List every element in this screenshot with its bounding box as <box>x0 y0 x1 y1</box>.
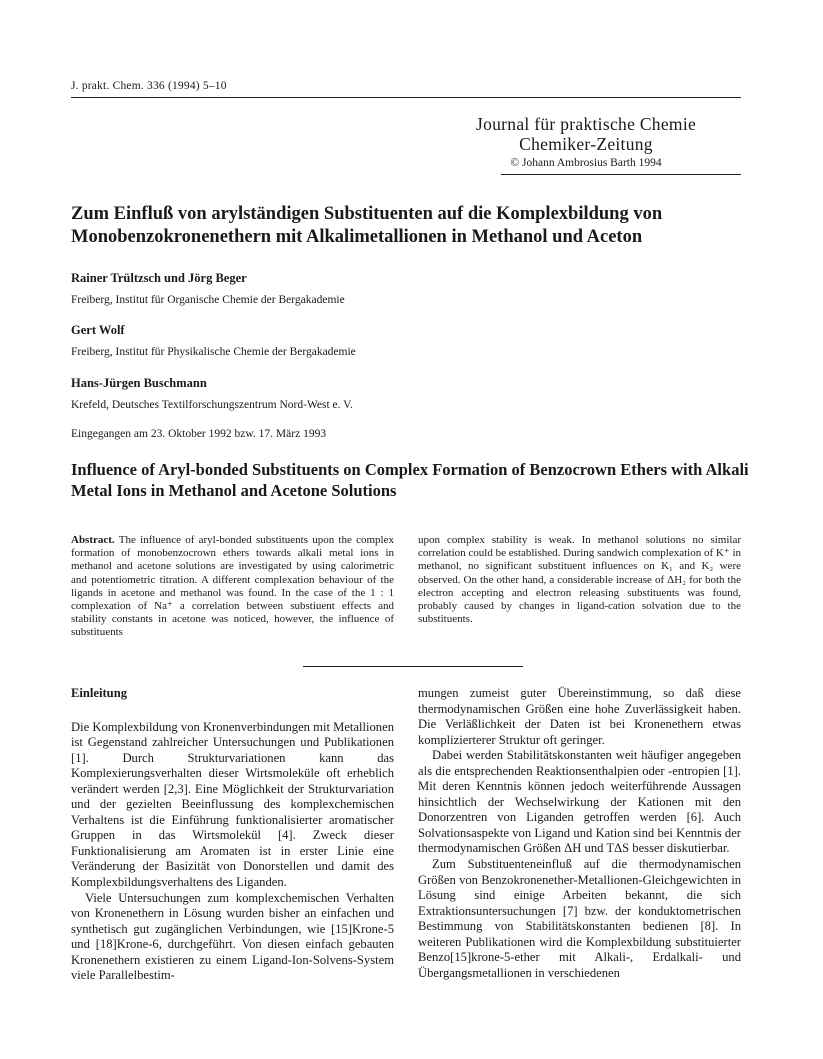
author-group-1: Rainer Trültzsch und Jörg Beger <box>71 271 247 285</box>
journal-citation: J. prakt. Chem. 336 (1994) 5–10 <box>71 80 227 92</box>
journal-name: Journal für praktische Chemie <box>475 114 697 134</box>
abstract-text-left: The influence of aryl-bonded substituents upon the complex formation of monobenzocrown ethers towards alkali metal ions in methanol and acetone solutions are investigated by using calorimetric and potentiometric titration. A different complexation behaviour of the ligands in acetone and methanol was found. In the case of the 1 : 1 complexation of Na⁺ a correlation between substiuent effects and stability constants in acetone was noticed, however, the influence of substituents <box>71 534 394 639</box>
masthead-rule <box>501 174 741 175</box>
affiliation-3: Krefeld, Deutsches Textilforschungszentrum Nord-West e. V. <box>71 399 353 411</box>
body-right-column <box>418 686 741 981</box>
abstract-left-column <box>71 534 394 640</box>
abstract-label: Abstract. <box>71 534 115 546</box>
copyright-notice: © Johann Ambrosius Barth 1994 <box>510 157 662 169</box>
paragraph: Dabei werden Stabilitätskonstanten weit häufiger angegeben als die entsprechenden Reaktionsenthalpien oder -entropien [1]. Mit deren Kenntnis können jedoch weiterführende Aussagen hinsichtlich der Wechselwirkung der Kationen mit den Donorzentren von Liganden getroffen werden [6]. Auch Solvationsaspekte von Ligand und Kation sind bei Kenntnis der thermodynamischen Größen ΔH und TΔS besser diskutierbar. <box>418 748 741 856</box>
paragraph: Viele Untersuchungen zum komplexchemischen Verhalten von Kronenethern in Lösung wurden bisher an einfachen und synthetisch gut zugänglichen Verbindungen, wie [15]Krone-5 und [18]Krone-6, durchgeführt. Von diesen einfach gebauten Kronenethern existieren zu einem Ligand-Ion-Solvens-System viele Parallelbestim- <box>71 890 394 983</box>
body-left-column <box>71 686 394 984</box>
paragraph: Die Komplexbildung von Kronenverbindungen mit Metallionen ist Gegenstand zahlreicher Untersuchungen und Publikationen [1]. Durch Strukturvariationen kann das Komplexierungsverhalten dieser Wirtsmoleküle oft erheblich verändert werden [2,3]. Eine Möglichkeit der Strukturvariation und der gezielten Beeinflussung des komplexchemischen Verhaltens ist die Einführung funktionalisierter aromatischer Gruppen in das Wirtsmolekül [4]. Zweck dieser Funktionalisierung am Aromaten ist in erster Linie eine Veränderung der Basizität von Donorstellen und damit des Komplexbildungsverhaltens des Liganden. <box>71 719 394 890</box>
header-rule <box>71 97 741 98</box>
paragraph: mungen zumeist guter Übereinstimmung, so daß diese thermodynamischen Größen eine hohe Zuverlässigkeit haben. Die Verläßlichkeit der Daten ist bei Kronenethern etwas komplizierterer Struktur oft geringer. <box>418 686 741 747</box>
section-heading: Einleitung <box>71 686 127 700</box>
abstract-right-column <box>418 534 741 626</box>
author-group-2: Gert Wolf <box>71 323 125 337</box>
journal-masthead <box>430 114 742 170</box>
section-divider <box>303 666 523 667</box>
title-german: Zum Einfluß von arylständigen Substituenten auf die Komplexbildung von Monobenzokronenethern mit Alkalimetallionen in Methanol und Aceton <box>71 204 663 247</box>
title-english: Influence of Aryl-bonded Substituents on Complex Formation of Benzocrown Ethers with Alkali Metal Ions in Methanol and Acetone Solutions <box>71 460 749 500</box>
affiliation-2: Freiberg, Institut für Physikalische Chemie der Bergakademie <box>71 346 356 358</box>
paragraph: Zum Substituenteneinfluß auf die thermodynamischen Größen von Benzokronenether-Metallionen-Gleichgewichten in Lösung sind einige Arbeiten bekannt, die sich Extraktionsuntersuchungen [7] bzw. der konduktometrischen Bestimmung von Stabilitätskonstanten bedienen [8]. In weiteren Publikationen wird die Komplexbildung substituierter Benzo[15]krone-5-ether mit Alkali-, Erdalkali- und Übergangsmetallionen in verschiedenen <box>418 857 741 980</box>
abstract-text-right: upon complex stability is weak. In methanol solutions no similar correlation could be established. During sandwich complexation of K⁺ in methanol, no significant substituent influences on K₁ and K₂ were observed. On the other hand, a considerable increase of ΔH₂ for both the electron accepting and electron releasing substituents was found, probably caused by changes in ligand-cation solvation due to the substituents. <box>418 534 741 626</box>
journal-subtitle: Chemiker-Zeitung <box>519 134 653 154</box>
received-date: Eingegangen am 23. Oktober 1992 bzw. 17. März 1993 <box>71 428 327 440</box>
author-group-3: Hans-Jürgen Buschmann <box>71 376 207 390</box>
affiliation-1: Freiberg, Institut für Organische Chemie der Bergakademie <box>71 294 345 306</box>
